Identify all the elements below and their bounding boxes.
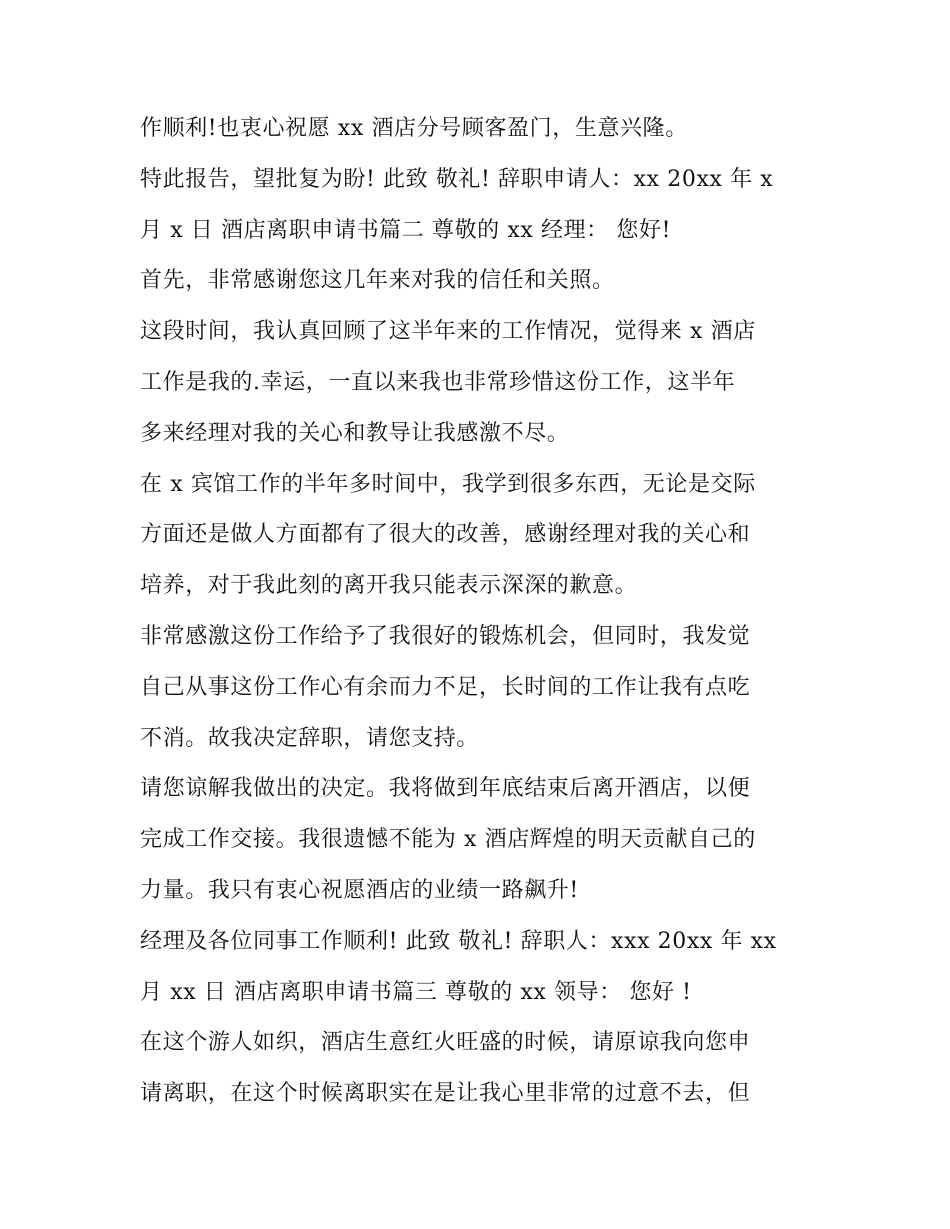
text-line: 首先，非常感谢您这几年来对我的信任和关照。 [140,268,615,294]
text-line: 作顺利!也衷心祝愿 xx 酒店分号顾客盈门，生意兴隆。 [140,116,688,141]
text-line: 请离职，在这个时候离职实在是让我心里非常的过意不去，但 [140,1081,751,1107]
text-line: 在 x 宾馆工作的半年多时间中，我学到很多东西，无论是交际 [140,471,756,497]
text-line: 方面还是做人方面都有了很大的改善，感谢经理对我的关心和 [140,522,751,548]
text-line: 非常感激这份工作给予了我很好的锻炼机会，但同时，我发觉 [140,623,751,649]
text-line: 请您谅解我做出的决定。我将做到年底结束后离开酒店，以便 [140,776,751,802]
text-line: 特此报告，望批复为盼! 此致 敬礼! 辞职申请人：xx 20xx 年 x [140,166,774,192]
text-line: 完成工作交接。我很遗憾不能为 x 酒店辉煌的明天贡献自己的 [140,827,756,853]
text-line: 自己从事这份工作心有余而力不足，长时间的工作让我有点吃 [140,674,751,700]
text-line: 这段时间，我认真回顾了这半年来的工作情况，觉得来 x 酒店 [140,319,756,345]
text-line: 在这个游人如织，酒店生意红火旺盛的时候，请原谅我向您申 [140,1030,751,1056]
text-line: 工作是我的.幸运，一直以来我也非常珍惜这份工作，这半年 [140,369,736,395]
document-body [140,104,820,1120]
text-line: 经理及各位同事工作顺利! 此致 敬礼! 辞职人：xxx 20xx 年 xx [140,928,777,954]
text-line: 培养，对于我此刻的离开我只能表示深深的歉意。 [140,573,638,599]
text-line: 多来经理对我的关心和教导让我感激不尽。 [140,420,570,446]
text-line: 月 x 日 酒店离职申请书篇二 尊敬的 xx 经理： 您好! [140,217,672,243]
text-line: 力量。我只有衷心祝愿酒店的业绩一路飙升! [140,877,579,903]
text-line: 不消。故我决定辞职，请您支持。 [140,725,480,751]
text-line: 月 xx 日 酒店离职申请书篇三 尊敬的 xx 领导： 您好 ! [140,979,692,1005]
